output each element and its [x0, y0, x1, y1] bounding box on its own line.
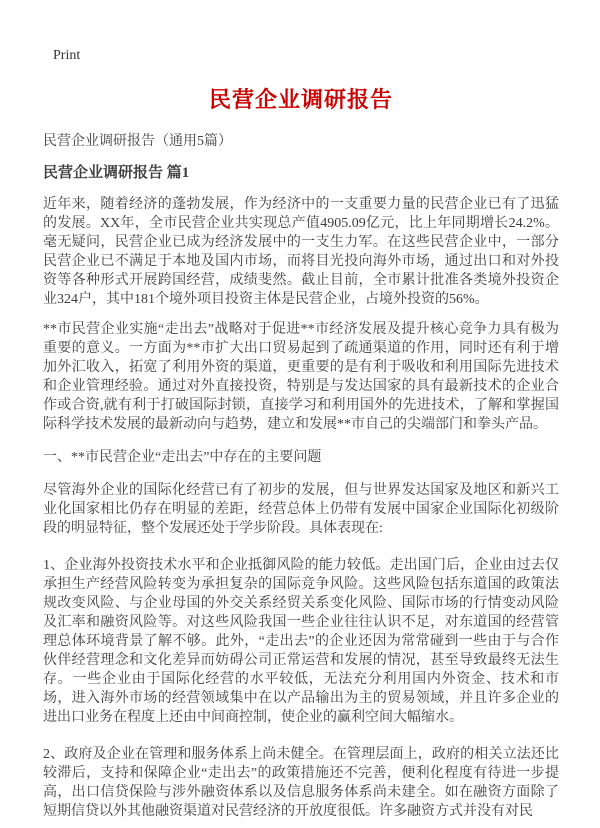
subsection-heading-problems: 一、**市民营企业“走出去”中存在的主要问题: [43, 450, 322, 465]
paragraph-strategy: **市民营企业实施“走出去”战略对于促进**市经济发展及提升核心竞争力具有极为重要的意义。一方面为**市扩大出口贸易起到了疏通渠道的作用，同时还有利于增加外汇收入，拓宽了利用外资的渠道，更重要的是有利于吸收和利用国际先进技术和企业管理经验。通过对外直接投资，特别是与发达国家的具有最新技术的企业合作或合资,就有利于打破国际封锁，直接学习和利用国外的先进技术，了解和掌握国际科学技术发展的最新动向与趋势，建立和发展**市自己的尖端部门和拳头产品。: [43, 322, 559, 432]
section-heading: 民营企业调研报告 篇1: [43, 165, 190, 181]
paragraph-point-2: 2、政府及企业在管理和服务体系上尚未健全。在管理层面上，政府的相关立法还比较滞后，支持和保障企业“走出去”的政策措施还不完善，便利化程度有待进一步提高，出口信贷保险与涉外融资体系以及信息服务体系尚未建全。如在融资方面除了短期信贷以外其他融资渠道对民营经济的开放度很低。许多融资方式并没有对民: [43, 747, 559, 819]
paragraph-overview: 尽管海外企业的国际化经营已有了初步的发展，但与世界发达国家及地区和新兴工业化国家相比仍存在明显的差距，经营总体上仍带有发展中国家企业国际化初级阶段的明显特征，整个发展还处于学步阶段。具体表现在:: [43, 483, 559, 536]
page-title: 民营企业调研报告: [208, 87, 393, 112]
paragraph-intro: 近年来，随着经济的蓬勃发展，作为经济中的一支重要力量的民营企业已有了迅猛的发展。XX年，全市民营企业共实现总产值4905.09亿元，比上年同期增长24.2%。毫无疑问，民营企业已成为经济发展中的一支生力军。在这些民营企业中，一部分民营企业已不满足于本地及国内市场，而将目光投向海外市场，通过出口和对外投资等各种形式开展跨国经营，成绩斐然。截止目前，全市累计批准各类境外投资企业324户，其中181个境外项目投资主体是民营企业，占境外投资的56%。: [43, 197, 559, 307]
paragraph-point-1: 1、企业海外投资技术水平和企业抵御风险的能力较低。走出国门后，企业由过去仅承担生产经营风险转变为承担复杂的国际竞争风险。这些风险包括东道国的政策法规改变风险、与企业母国的外交关系经贸关系变化风险、国际市场的行情变动风险及汇率和融资风险等。对这些风险我国一些企业往往认识不足，对东道国的经营管理总体环境背景了解不够。此外，“走出去”的企业还因为常常碰到一些由于与合作伙伴经营理念和文化差异而妨碍公司正常运营和发展的情况，甚至导致最终无法生存。一些企业由于国际化经营的水平较低，无法充分利用国内外资金、技术和市场，进入海外市场的经营领域集中在以产品输出为主的贸易领域，并且许多企业的进出口业务在程度上还由中间商控制，使企业的赢利空间大幅缩水。: [43, 558, 559, 725]
print-button[interactable]: Print: [53, 48, 81, 63]
doc-subtitle: 民营企业调研报告（通用5篇）: [43, 134, 232, 149]
